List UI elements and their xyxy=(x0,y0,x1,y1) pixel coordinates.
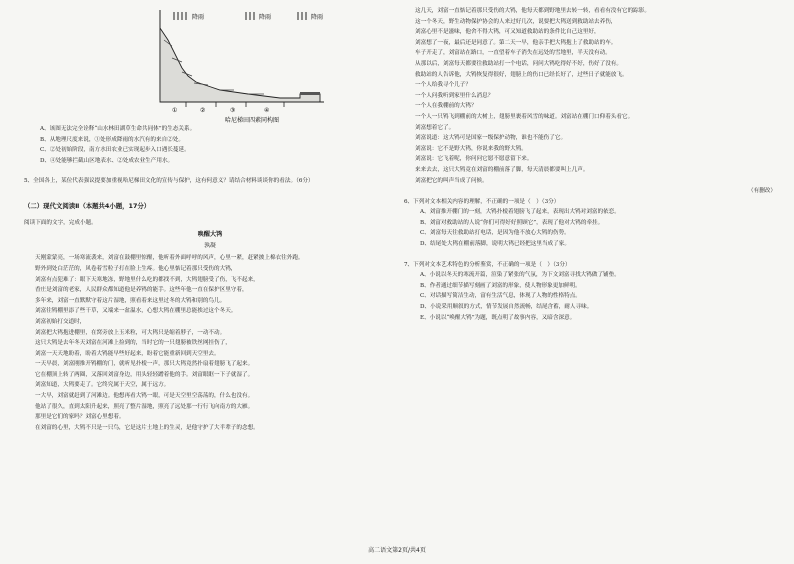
q7-option-b: B、作者通过细节描写刻画了刘富的形象，使人物形象更加鲜明。 xyxy=(420,282,581,289)
marker-4: ④ xyxy=(264,107,270,114)
story-paragraph: 来来去去，这只大鸨竟在刘富的棚前落了脚，每天清晨都要叫上几声。 xyxy=(415,166,589,173)
question-7: 7、下列对文本艺术特色的分析鉴赏，不正确的一项是（ ）（3分） xyxy=(404,261,571,268)
q4-option-a: A、该图无法完全诠释“山水林田湖草生命共同体”的生态关系。 xyxy=(40,126,196,132)
story-paragraph: 这一个冬天，野生动物保护协会的人来过好几次，说要把大鸨送到救助站去养伤， xyxy=(415,18,617,25)
story-paragraph: 刘富往鸨棚里添了些干草，又端来一盆温水，心想大鸨在棚里总能挨过这个冬天。 xyxy=(35,308,237,315)
section-title: （二）现代文阅读Ⅱ（本题共4小题，17分） xyxy=(24,201,151,210)
story-paragraph: 一个人一只鸨飞到棚前的大树上，翅膀里裹着风雪的味道。刘富站在棚门口仰着头看它。 xyxy=(415,113,634,120)
dialogue-line: 一个人在我棚前的大鸨？ xyxy=(415,103,477,110)
page-footer: 高二语文第2页/共4页 xyxy=(368,547,426,554)
story-paragraph: 香庄是刘富的老家，人民群众都知道他是养鸨的能手。这些年他一直在保护区里守着， xyxy=(35,287,248,294)
story-paragraph: 刘富说：它飞着呢，你问问它愿不愿意留下来。 xyxy=(415,156,533,163)
story-paragraph: 这几天，刘富一直惦记着那只受伤的大鸨，他每天都到野地里去转一转，看看有没有它的踪影。 xyxy=(415,8,650,14)
story-paragraph: 这只大鸨是去年冬天刘富在河滩上捡到的，当时它的一只翅膀被铁丝网挂伤了， xyxy=(35,340,231,347)
figure-caption: 哈尼梯田四素同构图 xyxy=(224,117,280,124)
story-paragraph: 刘富说道：这大鸨可是国家一级保护动物，谁也不能伤了它。 xyxy=(415,135,567,142)
instruction: 阅读下面的文字，完成小题。 xyxy=(24,219,97,226)
question-5: 5、全国各上，某位代表强议提要加重视哈尼梯田文化的宣传与保护，这有何意义？请结合材料谈谈你的看法。（6分） xyxy=(24,178,314,185)
q4-option-c: C、②处初始阶段，南方水田农业已实现起步入口遇长蔓延。 xyxy=(40,147,190,154)
right-column xyxy=(404,6,776,323)
story-paragraph: 刘富说：它不是野大鸨，你说来我的野大鸨。 xyxy=(415,145,527,152)
story-paragraph: 刘富想了一夜，最后还是同意了。第二天一早，他亲手把大鸨抱上了救助站的车。 xyxy=(415,39,617,46)
story-paragraph: 车子开走了，刘富站在路口，一直望着车子消失在远处的雪地里，半天没有动。 xyxy=(415,50,611,57)
story-paragraph: 刘富一天天地盼着，盼着大鸨能早些好起来，盼着它能重新回到天空里去。 xyxy=(35,350,220,357)
marker-3: ③ xyxy=(230,107,236,114)
story-paragraph: 那里是它们的家吗？刘富心里想着。 xyxy=(35,414,125,421)
story-paragraph: 刘富想着它了。 xyxy=(415,124,455,131)
story-paragraph: 多年来，刘富一直默默守着这片湿地，照看着来这里过冬的大鸨和别的鸟儿。 xyxy=(35,297,226,304)
q4-option-b: B、从地理尺度来说，①处形成降雨的水汽有的来自②处。 xyxy=(40,136,184,143)
story-paragraph: 他站了很久，直到太阳升起来，照亮了整片湿地，照亮了远处那一行行飞向南方的大雁。 xyxy=(35,403,254,410)
terrace-figure xyxy=(124,6,364,124)
story-paragraph: 野外到处白茫茫的，风卷着雪粒子打在脸上生疼。他心里惦记着那只受伤的大鸨， xyxy=(35,265,237,272)
story-paragraph: 刘富心里不是滋味，他舍不得大鸨，可又知道救助站的条件比自己这里好， xyxy=(415,29,600,36)
story-paragraph: 一天早晨，刘富刚推开鸨棚的门，就听见扑棱一声，那只大鸨竟然扑扇着翅膀飞了起来。 xyxy=(35,361,254,368)
story-paragraph: 救助站的人告诉他，大鸨恢复得很好，翅膀上的伤口已经长好了，过些日子就能放飞。 xyxy=(415,71,628,78)
story-paragraph: 一大早，刘富就赶到了河滩边。他想再看大鸨一眼，可是天空里空荡荡的，什么也没有。 xyxy=(35,393,254,400)
story-title: 唤醒大鸨 xyxy=(197,231,223,239)
q7-option-e: E、小说以“唤醒大鸨”为题，既点明了故事内容，又暗含深意。 xyxy=(420,314,576,321)
terrace-slope xyxy=(160,28,320,102)
dialogue-line: 一个人给我寻个儿子？ xyxy=(415,82,471,89)
q7-option-c: C、对话描写简洁生动，富有生活气息，体现了人物的性格特点。 xyxy=(420,293,581,300)
rain-icon xyxy=(298,12,306,20)
source-note: （有删改） xyxy=(748,188,776,195)
question-6: 6、下列对文本相关内容的理解，不正确的一项是（ ）（3分） xyxy=(404,198,560,205)
story-paragraph: 天刚蒙蒙亮，一场寒流袭来，刘富在鼓棚里惊醒，他听着外面呼呼的风声，心里一紧，赶紧披上棉衣往外跑。 xyxy=(35,255,304,262)
marker-1: ① xyxy=(172,107,178,114)
story-paragraph: 从那以后，刘富每天都要往救助站打一个电话，问问大鸨吃得好不好，伤好了没有。 xyxy=(415,60,622,67)
q6-option-a: A、刘富推开棚门的一刻，大鸨扑棱着翅膀飞了起来，表现出大鸨对刘富的依恋。 xyxy=(420,209,620,216)
dialogue-line: 一个人问我听到家里什么消息？ xyxy=(415,92,494,99)
q6-option-d: D、结尾处大鸨在棚前落脚，说明大鸨已经把这里当成了家。 xyxy=(420,241,570,248)
left-column xyxy=(24,6,396,433)
story-paragraph: 刘富把大鸨抱进棚里，在窝旁放上玉米粒，可大鸨只是缩着脖子，一动不动。 xyxy=(35,329,226,336)
rain-label-3: 降雨 xyxy=(311,14,324,21)
q7-option-a: A、小说以冬天的寒流开篇，渲染了紧张的气氛，为下文刘富寻找大鸨做了铺垫。 xyxy=(420,272,620,279)
river-mark xyxy=(300,92,320,95)
story-paragraph: 刘富知道，大鸨要走了。它终究属于天空，属于远方。 xyxy=(35,382,170,389)
story-paragraph: 刘富有点犯难了：眼下天寒地冻，野地里什么吃的都找不到，大鸨翅膀受了伤，飞不起来， xyxy=(35,276,259,283)
story-paragraph: 刘富初始打交道时， xyxy=(35,318,86,325)
q6-option-b: B、刘富对救助站的人说“你们可得好好照顾它”，表现了他对大鸨的牵挂。 xyxy=(420,219,604,226)
q4-option-d: D、④处能够拦截山区地表水、②处成农业生产用水。 xyxy=(40,157,174,164)
rain-label-1: 降雨 xyxy=(192,14,205,21)
marker-2: ② xyxy=(200,107,206,114)
rain-icon xyxy=(246,12,254,20)
rain-label-2: 降雨 xyxy=(259,14,272,21)
story-paragraph: 在刘富的心里，大鸨不只是一只鸟，它是这片土地上的生灵，是他守护了大半辈子的念想。 xyxy=(35,424,259,431)
story-paragraph: 它在棚顶上转了两圈，又落回刘富身边，用头轻轻蹭着他的手。刘富眼眶一下子就湿了。 xyxy=(35,371,254,378)
story-author: 孰凝 xyxy=(204,242,216,249)
rain-icon xyxy=(174,12,186,20)
terrace-diagram xyxy=(124,6,364,124)
q6-option-c: C、刘富每天往救助站打电话，是因为他不放心大鸨的伤势。 xyxy=(420,230,570,237)
story-paragraph: 刘富把它的叫声当成了问候。 xyxy=(415,177,488,184)
q7-option-d: D、小说采用顺叙的方式，情节发展自然流畅，结尾含蓄，耐人寻味。 xyxy=(420,304,593,311)
